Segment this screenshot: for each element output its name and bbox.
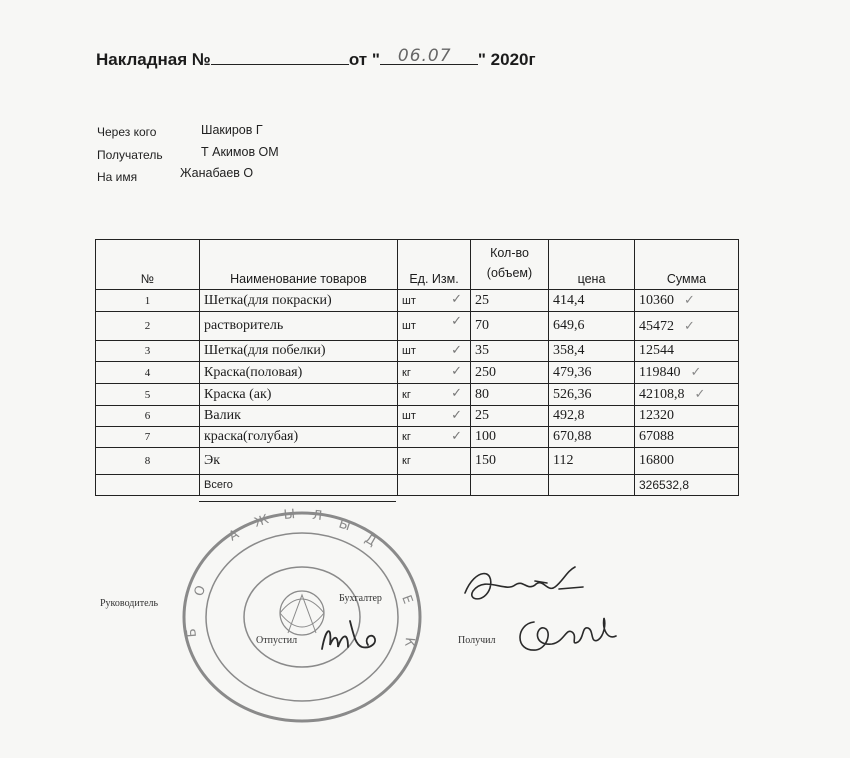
row-price: 358,4 <box>549 341 635 362</box>
checkmark-icon: ✓ <box>451 385 462 400</box>
released-signature <box>318 617 388 657</box>
row-num: 6 <box>96 406 200 427</box>
table-row <box>96 384 739 406</box>
svg-text:А: А <box>226 527 242 545</box>
header-name: Наименование товаров <box>200 240 398 290</box>
row-sum: 67088 <box>635 427 739 448</box>
total-value: 326532,8 <box>635 475 739 496</box>
row-price: 526,36 <box>549 384 635 406</box>
row-unit: шт <box>402 345 416 357</box>
checkmark-icon: ✓ <box>451 407 462 422</box>
total-row <box>96 475 739 496</box>
row-price: 479,36 <box>549 362 635 384</box>
header-unit: Ед. Изм. <box>398 240 471 290</box>
table-header-row <box>96 240 739 290</box>
title-prefix: Накладная № <box>96 50 211 69</box>
row-num: 3 <box>96 341 200 362</box>
header-price: цена <box>549 240 635 290</box>
row-unit: шт <box>402 294 416 307</box>
table-row <box>96 448 739 475</box>
header-sum: Сумма <box>635 240 739 290</box>
recipient-value: Т Акимов ОМ <box>201 145 279 159</box>
row-qty: 25 <box>471 290 549 312</box>
row-name: Краска (ак) <box>200 384 398 406</box>
row-num: 8 <box>96 448 200 475</box>
checkmark-icon: ✓ <box>451 342 462 357</box>
row-price: 112 <box>549 448 635 475</box>
checkmark-icon: ✓ <box>684 317 695 333</box>
recipient-label: Получатель <box>97 148 163 162</box>
checkmark-icon: ✓ <box>694 386 706 401</box>
row-num: 1 <box>96 290 200 312</box>
accountant-label: Бухгалтер <box>339 593 382 604</box>
row-num: 7 <box>96 427 200 448</box>
total-label: Всего <box>200 475 398 496</box>
signature-rule <box>199 501 396 502</box>
received-signature <box>512 610 622 662</box>
title-from: от " <box>348 50 380 69</box>
svg-text:Д: Д <box>362 531 379 550</box>
row-num: 4 <box>96 362 200 384</box>
row-price: 649,6 <box>549 312 635 341</box>
row-price: 414,4 <box>549 290 635 312</box>
row-name: Краска(половая) <box>200 362 398 384</box>
row-name: растворитель <box>200 312 398 341</box>
header-qty-line1: Кол-во <box>490 246 529 260</box>
row-name: Шетка(для побелки) <box>200 341 398 362</box>
head-label: Руководитель <box>100 598 159 609</box>
official-stamp <box>178 505 438 727</box>
row-num: 2 <box>96 312 200 341</box>
row-sum: 45472 <box>639 318 674 334</box>
row-sum: 10360 <box>639 293 674 308</box>
svg-text:К: К <box>401 636 417 648</box>
row-sum: 16800 <box>635 448 739 475</box>
row-qty: 250 <box>471 362 549 384</box>
invoice-title <box>96 46 536 70</box>
row-unit: шт <box>402 410 416 422</box>
svg-text:О: О <box>191 583 210 599</box>
row-unit: кг <box>402 431 411 443</box>
row-price: 670,88 <box>549 427 635 448</box>
checkmark-icon: ✓ <box>690 364 702 379</box>
row-name: краска(голубая) <box>200 427 398 448</box>
row-sum: 119840 <box>639 365 681 380</box>
checkmark-icon: ✓ <box>684 292 695 307</box>
row-unit: кг <box>402 388 411 401</box>
released-label: Отпустил <box>256 635 298 646</box>
goods-table <box>95 239 739 496</box>
via-value: Шакиров Г <box>201 123 263 137</box>
checkmark-icon: ✓ <box>451 313 462 328</box>
title-year: " 2020г <box>477 50 536 69</box>
number-blank <box>211 50 349 65</box>
row-price: 492,8 <box>549 406 635 427</box>
row-name: Шетка(для покраски) <box>200 290 398 312</box>
header-qty-line2: (объем) <box>486 266 533 280</box>
row-unit: кг <box>402 455 411 467</box>
name-value: Жанабаев О <box>180 166 254 180</box>
table-row <box>96 406 739 427</box>
accountant-signature <box>455 563 595 613</box>
table-row <box>96 427 739 448</box>
via-label: Через кого <box>97 125 157 139</box>
table-row <box>96 290 739 312</box>
row-sum: 12544 <box>635 341 739 362</box>
handwritten-date: 06.07 <box>397 46 452 66</box>
svg-text:Е: Е <box>398 593 416 607</box>
row-qty: 100 <box>471 427 549 448</box>
row-qty: 35 <box>471 341 549 362</box>
svg-text:Б: Б <box>184 627 200 638</box>
row-sum: 12320 <box>635 406 739 427</box>
checkmark-icon: ✓ <box>451 428 462 443</box>
row-name: Валик <box>200 406 398 427</box>
table-row <box>96 362 739 384</box>
checkmark-icon: ✓ <box>451 291 462 306</box>
row-unit: кг <box>402 366 411 379</box>
received-label: Получил <box>458 635 496 646</box>
svg-text:Л: Л <box>311 508 323 525</box>
header-qty <box>471 240 549 290</box>
checkmark-icon: ✓ <box>451 363 462 378</box>
row-qty: 150 <box>471 448 549 475</box>
row-qty: 25 <box>471 406 549 427</box>
name-label: На имя <box>97 170 138 184</box>
svg-text:Ж: Ж <box>252 512 271 531</box>
row-qty: 70 <box>471 312 549 341</box>
row-sum: 42108,8 <box>639 387 685 402</box>
svg-text:Ы: Ы <box>283 507 296 523</box>
row-qty: 80 <box>471 384 549 406</box>
row-unit: шт <box>402 320 416 332</box>
table-row <box>96 312 739 341</box>
row-name: Эк <box>200 448 398 475</box>
table-row <box>96 341 739 362</box>
svg-text:Ы: Ы <box>336 516 353 535</box>
row-num: 5 <box>96 384 200 406</box>
header-num: № <box>96 240 200 290</box>
date-blank <box>380 46 478 66</box>
